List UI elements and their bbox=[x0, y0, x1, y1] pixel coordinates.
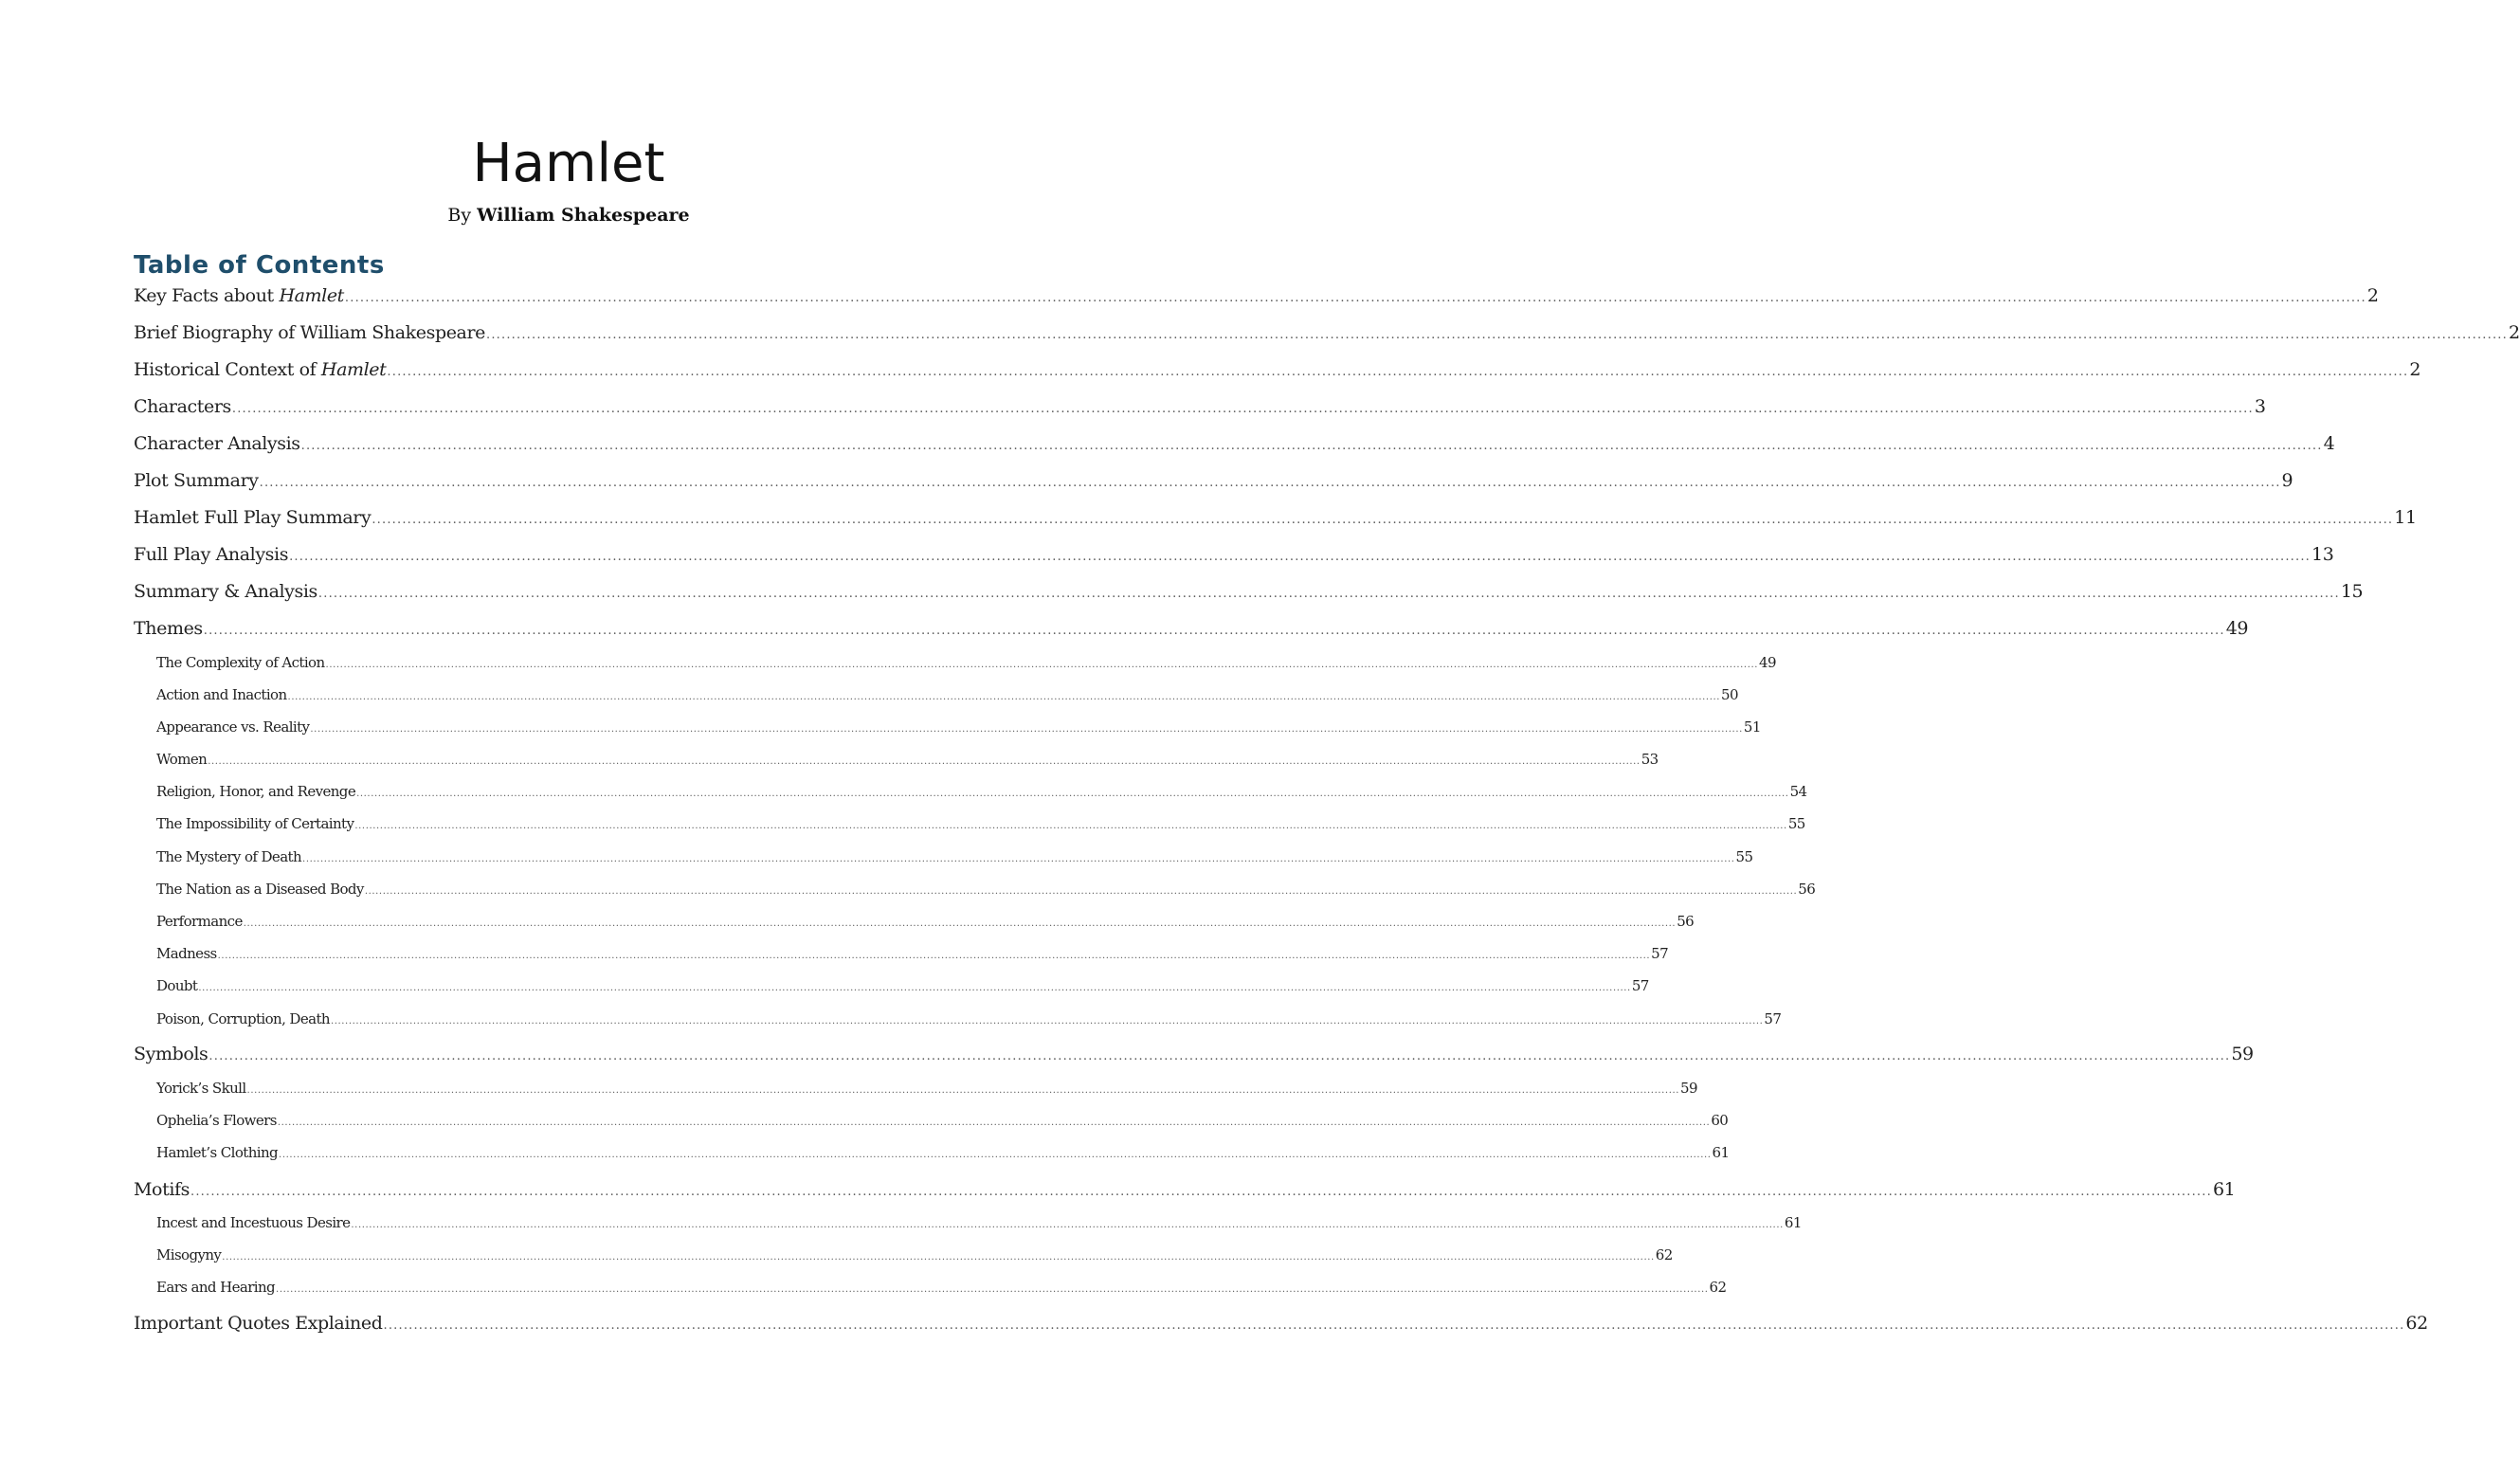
toc-entry-text: The Impossibility of Certainty bbox=[156, 815, 354, 832]
toc-entry-label[interactable] bbox=[156, 1214, 350, 1231]
toc-entry-label[interactable] bbox=[156, 1246, 221, 1263]
toc-page-number[interactable]: 51 bbox=[1743, 718, 1761, 736]
toc-dot-leader: ................................................................................................................................................................................................................................................................................................................................................................................................................ bbox=[203, 624, 2225, 638]
toc-dot-leader: ................................................................................................................................................................................................................................................................................................................................................................................................................ bbox=[486, 328, 2508, 342]
toc-dot-leader: ................................................................................................................................................................................................................................................................................................................................................................................................................ bbox=[317, 587, 2340, 601]
toc-page-number[interactable]: 56 bbox=[1677, 913, 1695, 930]
toc-entry-text: Key Facts about bbox=[134, 285, 280, 306]
toc-entry[interactable] bbox=[134, 359, 2421, 380]
toc-entry-text: Poison, Corruption, Death bbox=[156, 1010, 330, 1027]
toc-entry-label[interactable] bbox=[156, 751, 207, 768]
toc-page-number[interactable]: 60 bbox=[1711, 1112, 1729, 1129]
toc-entry-label[interactable] bbox=[134, 396, 231, 417]
toc-page-number[interactable]: 61 bbox=[1784, 1214, 1802, 1231]
toc-page-number[interactable]: 55 bbox=[1787, 815, 1805, 832]
toc-page-number[interactable]: 2 bbox=[2409, 359, 2421, 380]
document-title: Hamlet bbox=[472, 133, 665, 194]
toc-entry[interactable] bbox=[156, 848, 1753, 865]
toc-page-number[interactable]: 56 bbox=[1798, 881, 1816, 898]
toc-dot-leader: ................................................................................................................................................................................................................................................................................................................................................................................................................ bbox=[276, 1284, 1709, 1295]
toc-dot-leader: ................................................................................................................................................................................................................................................................................................................................................................................................................ bbox=[190, 1185, 2212, 1199]
toc-entry-italic-title: Hamlet bbox=[320, 359, 387, 380]
toc-entry[interactable] bbox=[156, 1112, 1729, 1129]
toc-entry[interactable] bbox=[156, 1279, 1727, 1296]
toc-dot-leader: ................................................................................................................................................................................................................................................................................................................................................................................................................ bbox=[198, 983, 1631, 993]
toc-entry[interactable] bbox=[134, 470, 2293, 491]
toc-entry-text: The Complexity of Action bbox=[156, 654, 325, 671]
toc-entry-text: Misogyny bbox=[156, 1246, 222, 1263]
toc-dot-leader: ................................................................................................................................................................................................................................................................................................................................................................................................................ bbox=[289, 550, 2311, 564]
toc-entry-text: Performance bbox=[156, 913, 243, 930]
toc-dot-leader: ................................................................................................................................................................................................................................................................................................................................................................................................................ bbox=[351, 1220, 1784, 1230]
toc-entry-label[interactable] bbox=[156, 913, 243, 930]
toc-entry[interactable] bbox=[134, 285, 2379, 306]
toc-entry[interactable] bbox=[156, 783, 1807, 800]
toc-entry-label[interactable] bbox=[156, 881, 364, 898]
toc-dot-leader: ................................................................................................................................................................................................................................................................................................................................................................................................................ bbox=[354, 821, 1787, 831]
toc-dot-leader: ................................................................................................................................................................................................................................................................................................................................................................................................................ bbox=[217, 951, 1651, 961]
toc-entry-text: Character Analysis bbox=[134, 433, 300, 454]
toc-page-number[interactable]: 50 bbox=[1721, 686, 1738, 703]
toc-entry-text: Ophelia’s Flowers bbox=[156, 1112, 277, 1129]
toc-page-number[interactable]: 59 bbox=[1680, 1080, 1697, 1097]
toc-dot-leader: ................................................................................................................................................................................................................................................................................................................................................................................................................ bbox=[277, 1118, 1711, 1128]
toc-entry-label[interactable] bbox=[134, 322, 485, 343]
toc-page-number[interactable]: 59 bbox=[2231, 1044, 2254, 1064]
toc-entry[interactable] bbox=[134, 322, 2520, 343]
toc-entry[interactable] bbox=[134, 396, 2266, 417]
author-name: William Shakespeare bbox=[477, 205, 690, 226]
toc-entry-text: Characters bbox=[134, 396, 231, 417]
toc-entry-label[interactable] bbox=[156, 1144, 278, 1161]
toc-dot-leader: ................................................................................................................................................................................................................................................................................................................................................................................................................ bbox=[330, 1016, 1764, 1027]
byline bbox=[0, 202, 1137, 228]
toc-entry-label[interactable] bbox=[156, 783, 355, 800]
toc-entry[interactable] bbox=[156, 881, 1816, 898]
toc-dot-leader: ................................................................................................................................................................................................................................................................................................................................................................................................................ bbox=[383, 1318, 2405, 1333]
toc-dot-leader: ................................................................................................................................................................................................................................................................................................................................................................................................................ bbox=[287, 692, 1721, 702]
toc-page-number[interactable]: 57 bbox=[1631, 977, 1649, 994]
toc-page-number[interactable]: 15 bbox=[2340, 581, 2364, 602]
toc-entry[interactable] bbox=[156, 815, 1805, 832]
toc-dot-leader: ................................................................................................................................................................................................................................................................................................................................................................................................................ bbox=[310, 724, 1743, 735]
toc-entry-label[interactable] bbox=[134, 618, 203, 639]
toc-entry-label[interactable] bbox=[156, 848, 301, 865]
toc-heading: Table of Contents bbox=[134, 251, 385, 280]
toc-entry[interactable] bbox=[134, 581, 2364, 602]
toc-dot-leader: ................................................................................................................................................................................................................................................................................................................................................................................................................ bbox=[302, 854, 1735, 864]
toc-entry-label[interactable] bbox=[134, 1313, 382, 1334]
toc-entry-italic-title: Hamlet bbox=[279, 285, 344, 306]
toc-entry-text: Symbols bbox=[134, 1044, 208, 1064]
toc-entry[interactable] bbox=[134, 1179, 2236, 1200]
toc-entry-label[interactable] bbox=[134, 433, 300, 454]
toc-page-number[interactable]: 57 bbox=[1764, 1010, 1782, 1027]
toc-page-number[interactable]: 62 bbox=[1655, 1246, 1673, 1263]
toc-page-number[interactable]: 62 bbox=[1709, 1279, 1727, 1296]
toc-entry[interactable] bbox=[156, 1080, 1697, 1097]
toc-entry-label[interactable] bbox=[156, 1080, 246, 1097]
toc-page-number[interactable]: 2 bbox=[2366, 285, 2379, 306]
toc-entry[interactable] bbox=[134, 507, 2417, 528]
toc-entry-label[interactable] bbox=[134, 359, 386, 380]
toc-entry-text: Summary & Analysis bbox=[134, 581, 317, 602]
toc-entry-label[interactable] bbox=[134, 581, 317, 602]
toc-entry-label[interactable] bbox=[156, 686, 287, 703]
toc-entry[interactable] bbox=[134, 1044, 2254, 1064]
toc-entry-text: Important Quotes Explained bbox=[134, 1313, 383, 1334]
toc-dot-leader: ................................................................................................................................................................................................................................................................................................................................................................................................................ bbox=[259, 476, 2281, 490]
toc-entry-text: Plot Summary bbox=[134, 470, 259, 491]
toc-entry-label[interactable] bbox=[134, 470, 259, 491]
toc-page-number[interactable]: 3 bbox=[2254, 396, 2266, 417]
toc-entry[interactable] bbox=[156, 913, 1695, 930]
toc-entry-text: Religion, Honor, and Revenge bbox=[156, 783, 356, 800]
toc-entry-text: Madness bbox=[156, 945, 217, 962]
toc-entry-label[interactable] bbox=[134, 544, 288, 565]
toc-page-number[interactable]: 4 bbox=[2323, 433, 2335, 454]
toc-entry[interactable] bbox=[134, 1313, 2428, 1334]
toc-entry-text: Incest and Incestuous Desire bbox=[156, 1214, 351, 1231]
toc-entry-text: The Nation as a Diseased Body bbox=[156, 881, 364, 898]
toc-entry-text: Women bbox=[156, 751, 208, 768]
byline-prefix: By bbox=[447, 205, 478, 226]
toc-dot-leader: ................................................................................................................................................................................................................................................................................................................................................................................................................ bbox=[243, 918, 1677, 929]
toc-page-number[interactable]: 9 bbox=[2281, 470, 2293, 491]
toc-page-number[interactable]: 62 bbox=[2405, 1313, 2428, 1334]
toc-dot-leader: ................................................................................................................................................................................................................................................................................................................................................................................................................ bbox=[208, 756, 1641, 767]
toc-dot-leader: ................................................................................................................................................................................................................................................................................................................................................................................................................ bbox=[300, 439, 2323, 453]
toc-entry[interactable] bbox=[156, 686, 1738, 703]
toc-page-number[interactable]: 49 bbox=[1759, 654, 1776, 671]
toc-entry[interactable] bbox=[156, 654, 1776, 671]
toc-entry[interactable] bbox=[156, 1214, 1802, 1231]
toc-page-number[interactable]: 55 bbox=[1735, 848, 1753, 865]
toc-dot-leader: ................................................................................................................................................................................................................................................................................................................................................................................................................ bbox=[325, 660, 1759, 670]
toc-dot-leader: ................................................................................................................................................................................................................................................................................................................................................................................................................ bbox=[246, 1085, 1680, 1096]
toc-entry-label[interactable] bbox=[156, 1010, 330, 1027]
toc-entry-text: Action and Inaction bbox=[156, 686, 287, 703]
toc-entry[interactable] bbox=[156, 751, 1659, 768]
toc-entry-label[interactable] bbox=[156, 1279, 275, 1296]
toc-entry[interactable] bbox=[156, 945, 1669, 962]
toc-entry-label[interactable] bbox=[156, 815, 354, 832]
toc-dot-leader: ................................................................................................................................................................................................................................................................................................................................................................................................................ bbox=[372, 513, 2394, 527]
toc-entry-label[interactable] bbox=[134, 1179, 190, 1200]
toc-dot-leader: ................................................................................................................................................................................................................................................................................................................................................................................................................ bbox=[387, 365, 2409, 379]
toc-dot-leader: ................................................................................................................................................................................................................................................................................................................................................................................................................ bbox=[356, 789, 1789, 799]
toc-entry[interactable] bbox=[156, 718, 1761, 736]
toc-entry-label[interactable] bbox=[156, 945, 217, 962]
toc-entry-text: Yorick’s Skull bbox=[156, 1080, 246, 1097]
toc-page-number[interactable]: 61 bbox=[2212, 1179, 2236, 1200]
toc-dot-leader: ................................................................................................................................................................................................................................................................................................................................................................................................................ bbox=[279, 1150, 1712, 1160]
toc-entry-text: Hamlet Full Play Summary bbox=[134, 507, 372, 528]
toc-entry[interactable] bbox=[156, 1010, 1782, 1027]
toc-entry-text: Hamlet’s Clothing bbox=[156, 1144, 279, 1161]
toc-entry-text: Doubt bbox=[156, 977, 198, 994]
toc-entry[interactable] bbox=[134, 618, 2249, 639]
toc-entry-label[interactable] bbox=[134, 507, 371, 528]
toc-entry-text: Appearance vs. Reality bbox=[156, 718, 310, 736]
toc-entry[interactable] bbox=[156, 1144, 1730, 1161]
toc-entry-text: Brief Biography of William Shakespeare bbox=[134, 322, 486, 343]
toc-entry[interactable] bbox=[134, 433, 2335, 454]
toc-entry-label[interactable] bbox=[134, 285, 344, 306]
toc-entry-text: Full Play Analysis bbox=[134, 544, 289, 565]
toc-entry[interactable] bbox=[156, 1246, 1673, 1263]
toc-dot-leader: ................................................................................................................................................................................................................................................................................................................................................................................................................ bbox=[344, 291, 2366, 305]
toc-entry-label[interactable] bbox=[156, 1112, 277, 1129]
toc-dot-leader: ................................................................................................................................................................................................................................................................................................................................................................................................................ bbox=[208, 1049, 2231, 1063]
toc-entry-label[interactable] bbox=[134, 1044, 208, 1064]
toc-page-number[interactable]: 13 bbox=[2312, 544, 2334, 565]
toc-dot-leader: ................................................................................................................................................................................................................................................................................................................................................................................................................ bbox=[364, 886, 1798, 897]
toc-dot-leader: ................................................................................................................................................................................................................................................................................................................................................................................................................ bbox=[231, 402, 2254, 416]
toc-page-number[interactable]: 54 bbox=[1789, 783, 1807, 800]
toc-page-number[interactable]: 49 bbox=[2225, 618, 2249, 639]
toc-entry[interactable] bbox=[134, 544, 2334, 565]
toc-page-number[interactable]: 61 bbox=[1712, 1144, 1730, 1161]
toc-entry-label[interactable] bbox=[156, 977, 197, 994]
toc-entry-label[interactable] bbox=[156, 718, 309, 736]
toc-entry-text: The Mystery of Death bbox=[156, 848, 302, 865]
toc-page-number[interactable]: 57 bbox=[1651, 945, 1669, 962]
toc-page-number[interactable]: 2 bbox=[2508, 322, 2520, 343]
toc-entry-text: Motifs bbox=[134, 1179, 190, 1200]
toc-entry-text: Historical Context of bbox=[134, 359, 321, 380]
toc-page-number[interactable]: 53 bbox=[1641, 751, 1659, 768]
toc-page-number[interactable]: 11 bbox=[2394, 507, 2417, 528]
toc-entry-text: Ears and Hearing bbox=[156, 1279, 276, 1296]
toc-entry-label[interactable] bbox=[156, 654, 325, 671]
toc-entry[interactable] bbox=[156, 977, 1649, 994]
toc-dot-leader: ................................................................................................................................................................................................................................................................................................................................................................................................................ bbox=[222, 1252, 1655, 1263]
toc-entry-text: Themes bbox=[134, 618, 203, 639]
